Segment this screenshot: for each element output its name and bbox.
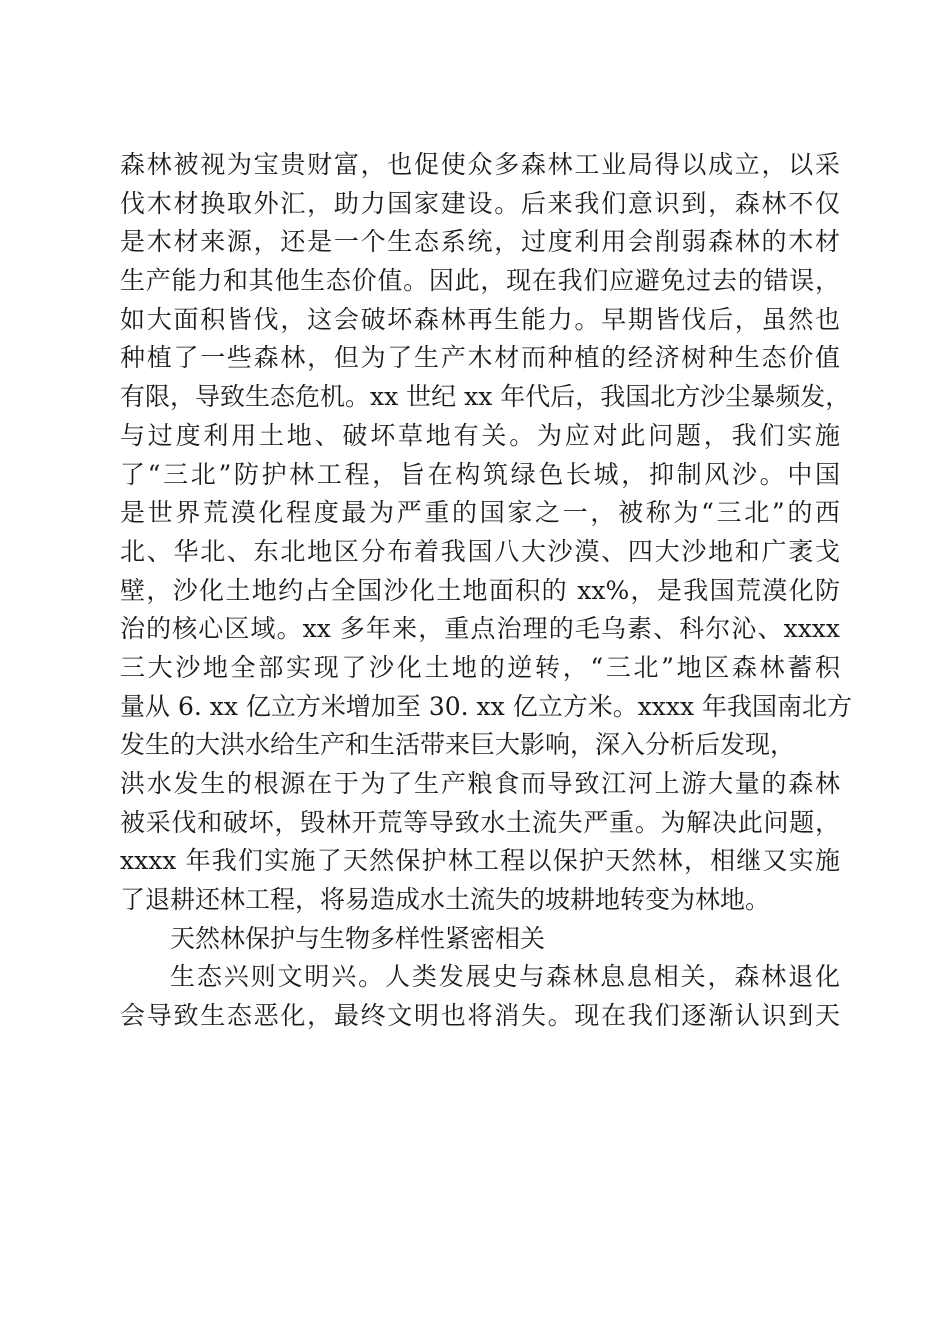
text-line: 了“三北”防护林工程，旨在构筑绿色长城，抑制风沙。中国 bbox=[120, 459, 840, 489]
text-line: 量从 6. xx 亿立方米增加至 30. xx 亿立方米。xxxx 年我国南北方 bbox=[120, 691, 853, 721]
text-line: 三大沙地全部实现了沙化土地的逆转，“三北”地区森林蓄积 bbox=[120, 652, 840, 682]
text-line: 治的核心区域。xx 多年来，重点治理的毛乌素、科尔沁、xxxx bbox=[120, 614, 840, 644]
text-line: 与过度利用土地、破坏草地有关。为应对此问题，我们实施 bbox=[120, 420, 840, 450]
text-line: 壁，沙化土地约占全国沙化土地面积的 xx%，是我国荒漠化防 bbox=[120, 575, 840, 605]
body-text bbox=[120, 146, 853, 1036]
text-line: 洪水发生的根源在于为了生产粮食而导致江河上游大量的森林 bbox=[120, 769, 840, 798]
text-line: 了退耕还林工程，将易造成水土流失的坡耕地转变为林地。 bbox=[120, 885, 771, 915]
text-line: 种植了一些森林，但为了生产木材而种植的经济树种生态价值 bbox=[120, 343, 840, 373]
text-line: 森林被视为宝贵财富，也促使众多森林工业局得以成立，以采 bbox=[120, 150, 840, 179]
text-line: 是木材来源，还是一个生态系统，过度利用会削弱森林的木材 bbox=[120, 227, 840, 257]
text-line: xxxx 年我们实施了天然保护林工程以保护天然林，相继又实施 bbox=[120, 846, 840, 876]
text-line: 是世界荒漠化程度最为严重的国家之一，被称为“三北”的西 bbox=[120, 498, 840, 528]
text-line: 北、华北、东北地区分布着我国八大沙漠、四大沙地和广袤戈 bbox=[120, 536, 840, 566]
paragraph-2 bbox=[120, 958, 840, 1035]
text-line: 发生的大洪水给生产和生活带来巨大影响，深入分析后发现， bbox=[120, 730, 796, 760]
text-line: 会导致生态恶化，最终文明也将消失。现在我们逐渐认识到天 bbox=[120, 1001, 840, 1031]
paragraph-1 bbox=[120, 146, 853, 920]
text-line: 伐木材换取外汇，助力国家建设。后来我们意识到，森林不仅 bbox=[120, 188, 840, 218]
text-line: 有限，导致生态危机。xx 世纪 xx 年代后，我国北方沙尘暴频发， bbox=[120, 382, 851, 412]
text-line: 生产能力和其他生态价值。因此，现在我们应避免过去的错误， bbox=[120, 266, 840, 296]
section-heading: 天然林保护与生物多样性紧密相关 bbox=[170, 923, 546, 953]
text-line: 被采伐和破坏，毁林开荒等导致水土流失严重。为解决此问题， bbox=[120, 807, 840, 837]
text-line: 如大面积皆伐，这会破坏森林再生能力。早期皆伐后，虽然也 bbox=[120, 304, 840, 334]
text-line: 生态兴则文明兴。人类发展史与森林息息相关，森林退化 bbox=[170, 962, 840, 992]
